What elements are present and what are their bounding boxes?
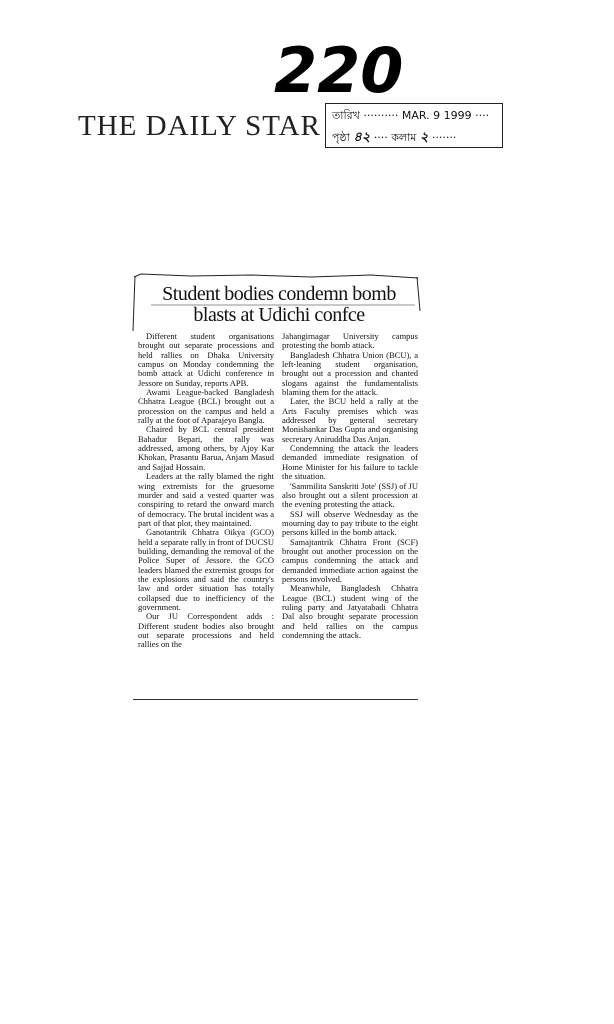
paragraph: SSJ will observe Wednesday as the mourning day to pay tribute to the eight persons killed in the bomb attack. bbox=[282, 508, 418, 538]
article-right-column bbox=[282, 332, 418, 640]
headline-line-1: Student bodies condemn bomb bbox=[162, 283, 396, 305]
paragraph: Ganotantrik Chhatra Oikya (GCO) held a separate rally in front of DUCSU building, demanding the removal of the Police Super of Jessore. the GCO leaders blamed the extremist groups for the explosions and said the country's law and order situation has totally collapsed due to inefficiency of the government. bbox=[138, 527, 274, 612]
stamp-column-value: ২ bbox=[419, 130, 429, 145]
paragraph: Later, the BCU held a rally at the Arts Faculty premises which was addressed by general secretary Monishankar Das Gupta and organising secretary Aniruddha Das Anjan. bbox=[282, 396, 418, 444]
headline-line-2: blasts at Udichi confce bbox=[193, 304, 365, 326]
paragraph: Different student organisations brought out separate processions and held rallies on Dhaka University campus on Monday condemning the bomb attack at Udichi conference in Jessore on Sunday, reports APB. bbox=[138, 331, 274, 388]
stamp-date-label: তারিখ bbox=[332, 109, 360, 122]
article-left-column bbox=[138, 332, 274, 650]
stamp-page-value: ৪২ bbox=[353, 130, 371, 145]
handwritten-number-text: 220 bbox=[274, 34, 404, 107]
newspaper-masthead: THE DAILY STAR bbox=[78, 110, 321, 142]
article-headline bbox=[134, 284, 424, 326]
handwritten-page-number bbox=[270, 20, 410, 110]
paragraph: Meanwhile, Bangladesh Chhatra League (BCL) student wing of the ruling party and Jatyatabadi Chhatra Dal also brought separate procession and held rallies on the campus condemning the attack. bbox=[282, 583, 418, 640]
paragraph: Condemning the attack the leaders demanded immediate resignation of Home Minister for his failure to tackle the situation. bbox=[282, 443, 418, 482]
paragraph: Bangladesh Chhatra Union (BCU), a left-leaning student organisation, brought out a procession and chanted slogans against the fundamentalists blaming them for the attack. bbox=[282, 349, 418, 398]
paragraph: Samajtantrik Chhatra Front (SCF) brought out another procession on the campus condemning the attack and demanded immediate action against the persons involved. bbox=[282, 536, 418, 584]
date-stamp: তারিখ ·········· MAR. 9 1999 ···· পৃষ্ঠা ৪২ ···· কলাম ২ ······· bbox=[325, 103, 503, 148]
stamp-column-label: কলাম bbox=[391, 131, 417, 144]
paragraph: Our JU Correspondent adds : Different student bodies also brought out separate processions and held rallies on the bbox=[138, 611, 274, 650]
paragraph: Chaired by BCL central president Bahadur Bepari, the rally was addressed, among others, by Ajoy Kar Khokan, Prasantu Barua, Anjam Masud and Sajjad Hossain. bbox=[138, 424, 274, 472]
paragraph: Leaders at the rally blamed the right wing extremists for the gruesome murder and said a vested quarter was conspiring to retard the onward march of democracy. The brutal incident was a part of that plot, they maintained. bbox=[138, 471, 274, 528]
stamp-date-value: MAR. 9 1999 bbox=[401, 109, 472, 122]
clipping-bottom-rule bbox=[133, 699, 418, 700]
stamp-page-label: পৃষ্ঠা bbox=[332, 131, 350, 144]
paragraph: Awami League-backed Bangladesh Chhatra League (BCL) brought out a procession on the campus and held a rally at the foot of Aparajeyo Bangla. bbox=[138, 387, 274, 426]
paragraph: Jahangirnagar University campus protesting the bomb attack. bbox=[282, 331, 418, 351]
paragraph: 'Sammilita Sanskriti Jote' (SSJ) of JU also brought out a silent procession at the evening protesting the attack. bbox=[282, 480, 418, 510]
